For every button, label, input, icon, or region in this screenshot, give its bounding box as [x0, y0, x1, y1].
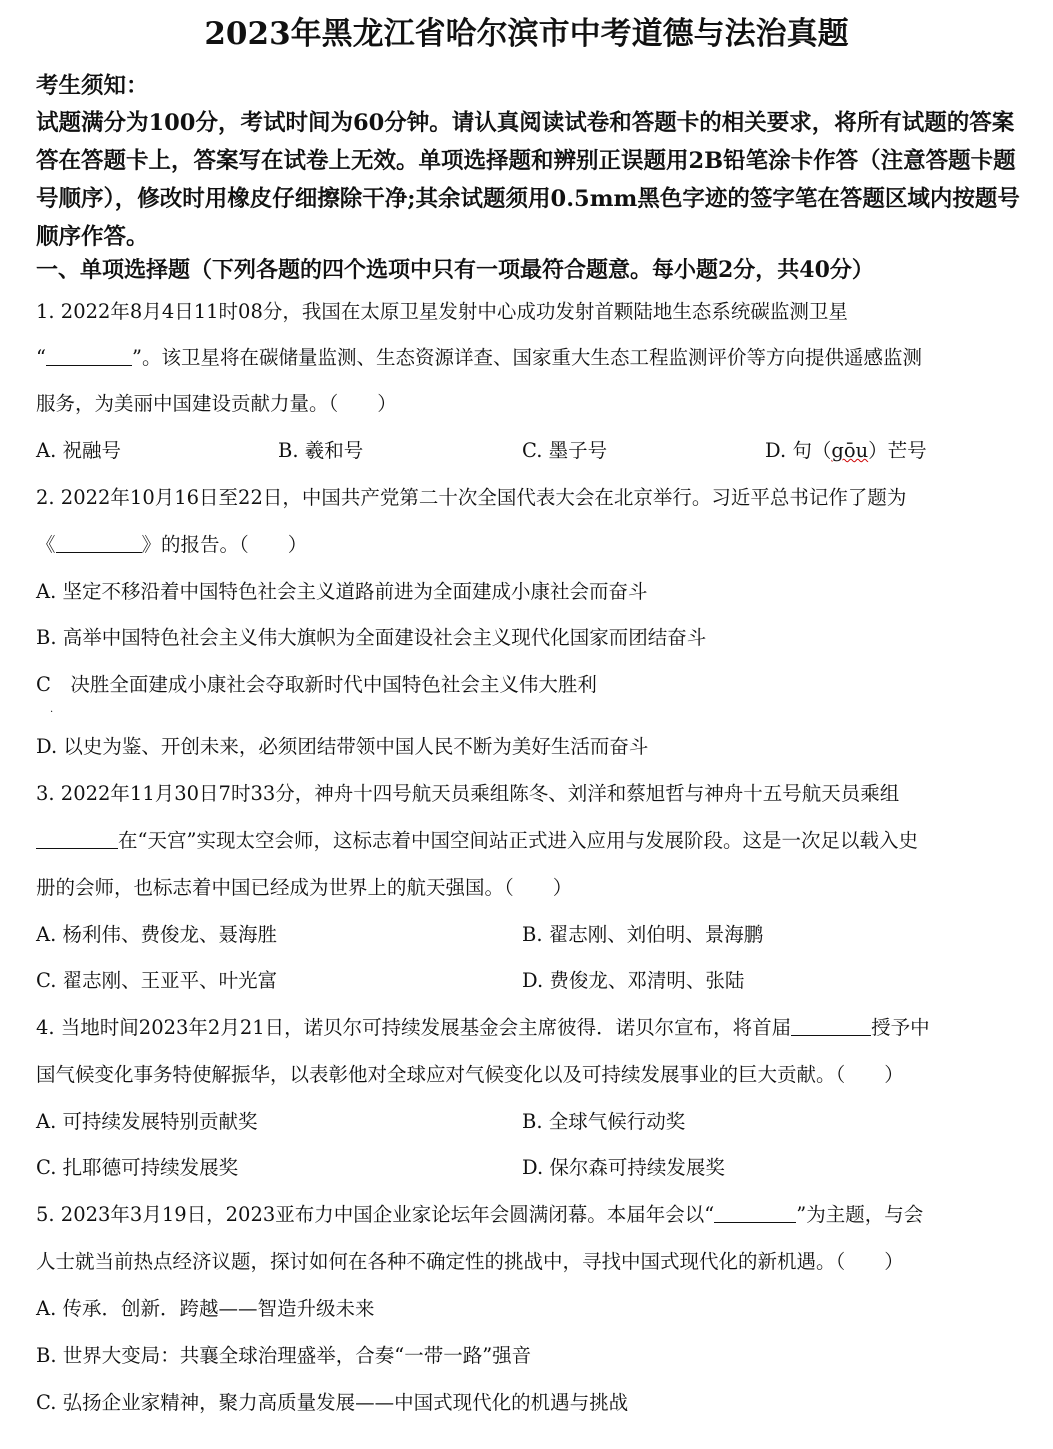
q4-stem-line-1-tail: 授予中 — [871, 1016, 930, 1039]
q2-option-c: C 决胜全面建成小康社会夺取新时代中国特色社会主义伟大胜利 — [36, 673, 597, 696]
q4-option-d: D. 保尔森可持续发展奖 — [522, 1156, 725, 1179]
q5-option-c: C. 弘扬企业家精神，聚力高质量发展——中国式现代化的机遇与挑战 — [36, 1391, 629, 1414]
q2-answer-blank — [56, 532, 142, 553]
q2-option-d: D. 以史为鉴、开创未来，必须团结带领中国人民不断为美好生活而奋斗 — [36, 735, 649, 758]
q1-option-d-part-2: ）芒号 — [868, 439, 927, 462]
q1-answer-blank — [46, 345, 132, 366]
q1-stem-line-2 — [36, 343, 922, 373]
q4-option-c: C. 扎耶德可持续发展奖 — [36, 1156, 239, 1179]
q2-option-b: B. 高举中国特色社会主义伟大旗帜为全面建设社会主义现代化国家而团结奋斗 — [36, 626, 707, 649]
page-title: 2023年黑龙江省哈尔滨市中考道德与法治真题 — [204, 16, 849, 52]
q1-stem-line-1: 1. 2022年8月4日11时08分，我国在太原卫星发射中心成功发射首颗陆地生态系统碳监测卫星 — [36, 300, 848, 323]
stray-mark: . — [50, 704, 54, 715]
q5-stem-line-1-text: 5. 2023年3月19日，2023亚布力中国企业家论坛年会圆满闭幕。本届年会以“ — [36, 1203, 715, 1226]
q3-answer-blank — [36, 828, 118, 849]
q1-option-a: A. 祝融号 — [36, 439, 121, 462]
q3-option-a: A. 杨利伟、费俊龙、聂海胜 — [36, 923, 277, 946]
q1-option-c: C. 墨子号 — [522, 439, 608, 462]
q1-option-d-pinyin: gōu — [831, 439, 869, 462]
q5-answer-blank — [714, 1202, 796, 1223]
q4-stem-line-1-text: 4. 当地时间2023年2月21日，诺贝尔可持续发展基金会主席彼得．诺贝尔宣布，将首届 — [36, 1016, 792, 1039]
q5-option-b: B. 世界大变局：共襄全球治理盛举，合奏“一带一路”强音 — [36, 1344, 532, 1367]
q3-option-c: C. 翟志刚、王亚平、叶光富 — [36, 969, 278, 992]
q4-stem-line-2: 国气候变化事务特使解振华，以表彰他对全球应对气候变化以及可持续发展事业的巨大贡献。（ ） — [36, 1063, 904, 1086]
q3-stem-line-2 — [36, 826, 918, 856]
q4-option-a: A. 可持续发展特别贡献奖 — [36, 1110, 258, 1133]
q3-option-d: D. 费俊龙、邓清明、张陆 — [522, 969, 745, 992]
q1-option-d-part-1: D. 句（ — [765, 439, 832, 462]
q3-stem-line-3: 册的会师，也标志着中国已经成为世界上的航天强国。（ ） — [36, 876, 573, 899]
q2-stem-line-2-text: 》的报告。（ ） — [141, 533, 308, 556]
q4-answer-blank — [791, 1015, 871, 1036]
q1-option-d — [765, 436, 927, 466]
q5-stem-line-2: 人士就当前热点经济议题，探讨如何在各种不确定性的挑战中，寻找中国式现代化的新机遇。（ ） — [36, 1250, 904, 1273]
q4-option-b: B. 全球气候行动奖 — [522, 1110, 686, 1133]
q5-stem-line-1 — [36, 1200, 923, 1230]
q1-stem-line-3: 服务，为美丽中国建设贡献力量。（ ） — [36, 392, 397, 415]
q3-stem-line-2-text: 在“天宫”实现太空会师，这标志着中国空间站正式进入应用与发展阶段。这是一次足以载入史 — [118, 829, 918, 852]
q1-stem-line-2-text: ”。该卫星将在碳储量监测、生态资源详查、国家重大生态工程监测评价等方向提供遥感监测 — [131, 346, 922, 369]
q2-open-bracket: 《 — [36, 533, 56, 556]
q2-stem-line-1: 2. 2022年10月16日至22日，中国共产党第二十次全国代表大会在北京举行。习近平总书记作了题为 — [36, 486, 907, 509]
q1-option-b: B. 羲和号 — [278, 439, 364, 462]
q3-option-b: B. 翟志刚、刘伯明、景海鹏 — [522, 923, 764, 946]
q3-stem-line-1: 3. 2022年11月30日7时33分，神舟十四号航天员乘组陈冬、刘洋和蔡旭哲与神舟十五号航天员乘组 — [36, 782, 900, 805]
q1-open-quote: “ — [36, 346, 46, 369]
notice-heading: 考生须知： — [36, 73, 149, 99]
q2-option-a: A. 坚定不移沿着中国特色社会主义道路前进为全面建成小康社会而奋斗 — [36, 580, 648, 603]
notice-body: 试题满分为100分，考试时间为60分钟。请认真阅读试卷和答题卡的相关要求，将所有试题的答案答在答题卡上，答案写在试卷上无效。单项选择题和辨别正误题用2B铅笔涂卡作答（注意答题卡题号顺序），修改时用橡皮仔细擦除干净;其余试题须用0.5mm黑色字迹的签字笔在答题区域内按题号顺序作答。 — [36, 110, 1020, 250]
q5-option-a: A. 传承．创新．跨越——智造升级未来 — [36, 1297, 375, 1320]
q4-stem-line-1 — [36, 1013, 930, 1043]
q2-stem-line-2 — [36, 530, 307, 560]
section-heading: 一、单项选择题（下列各题的四个选项中只有一项最符合题意。每小题2分，共40分） — [36, 257, 874, 283]
q5-stem-line-1-tail: ”为主题，与会 — [796, 1203, 924, 1226]
